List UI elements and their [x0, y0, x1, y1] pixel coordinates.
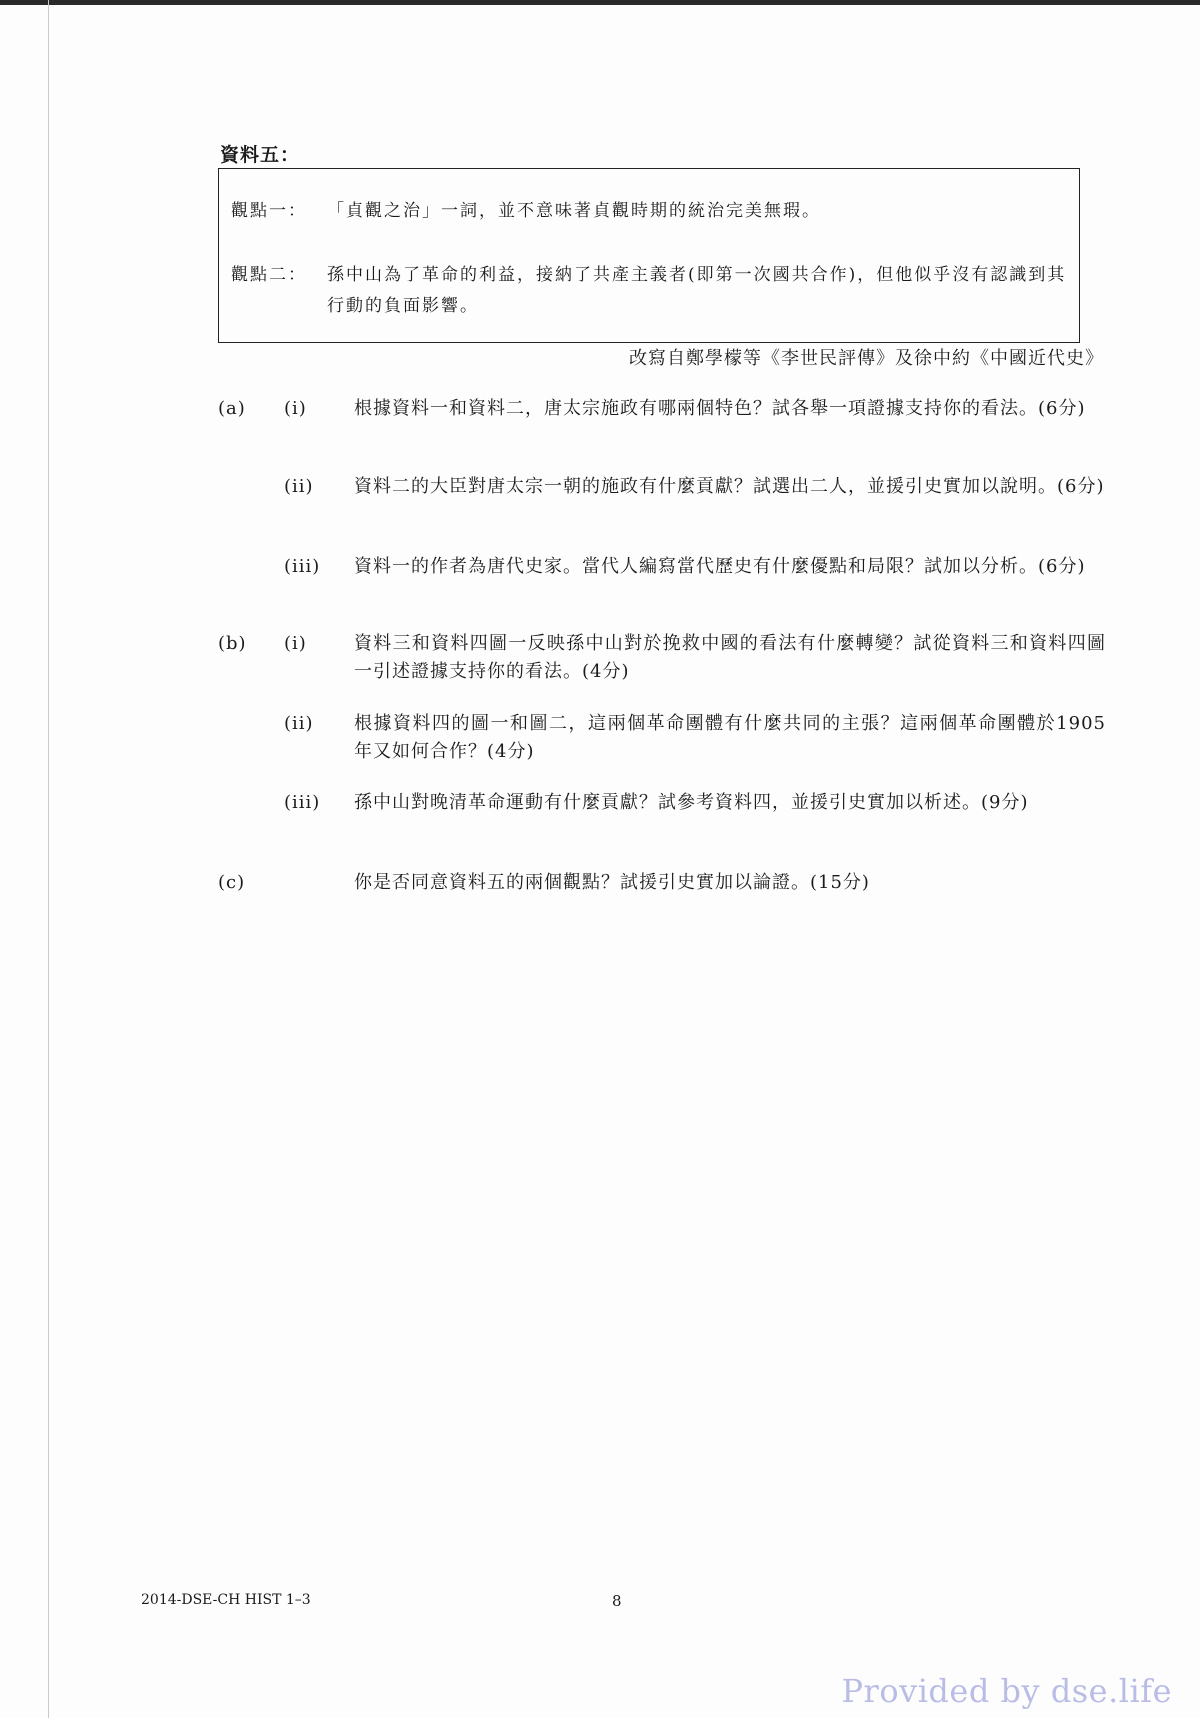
- viewpoint-label: 觀點一：: [231, 201, 307, 221]
- question-subpart: (ii): [284, 713, 314, 734]
- question-text: 資料三和資料四圖一反映孫中山對於挽救中國的看法有什麼轉變？試從資料三和資料四圖一引述證據支持你的看法。(4分): [354, 633, 1106, 682]
- question-subpart: (iii): [284, 792, 321, 813]
- scan-edge-top: [0, 0, 1200, 5]
- scan-edge-left: [48, 0, 49, 1718]
- question-part: (b): [218, 633, 247, 654]
- page-number: 8: [612, 1592, 622, 1610]
- question-text: 孫中山對晚清革命運動有什麼貢獻？試參考資料四，並援引史實加以析述。(9分): [354, 792, 1029, 813]
- question-text: 根據資料一和資料二，唐太宗施政有哪兩個特色？試各舉一項證據支持你的看法。(6分): [354, 398, 1086, 419]
- viewpoint-label: 觀點二：: [231, 265, 307, 285]
- question-subpart: (iii): [284, 556, 321, 577]
- question-text: 你是否同意資料五的兩個觀點？試援引史實加以論證。(15分): [354, 872, 870, 893]
- paper-code: 2014-DSE-CH HIST 1–3: [141, 1592, 311, 1608]
- question-subpart: (i): [284, 633, 307, 654]
- question-text: 根據資料四的圖一和圖二，這兩個革命團體有什麼共同的主張？這兩個革命團體於1905年又如何合作？(4分): [354, 713, 1106, 762]
- source-citation: 改寫自鄭學檬等《李世民評傳》及徐中約《中國近代史》: [629, 348, 1104, 369]
- watermark: Provided by dse.life: [841, 1672, 1172, 1710]
- question-subpart: (i): [284, 398, 307, 419]
- question-part: (a): [218, 398, 246, 419]
- viewpoint-text: 「貞觀之治」一詞，並不意味著貞觀時期的統治完美無瑕。: [327, 201, 821, 221]
- source-heading: 資料五：: [220, 144, 301, 166]
- source-box: [218, 168, 1080, 343]
- question-text: 資料二的大臣對唐太宗一朝的施政有什麼貢獻？試選出二人，並援引史實加以說明。(6分): [354, 476, 1105, 497]
- question-part: (c): [218, 872, 246, 893]
- question-subpart: (ii): [284, 476, 314, 497]
- viewpoint-text: 孫中山為了革命的利益，接納了共產主義者(即第一次國共合作)，但他似乎沒有認識到其行動的負面影響。: [327, 265, 1067, 316]
- question-text: 資料一的作者為唐代史家。當代人編寫當代歷史有什麼優點和局限？試加以分析。(6分): [354, 556, 1086, 577]
